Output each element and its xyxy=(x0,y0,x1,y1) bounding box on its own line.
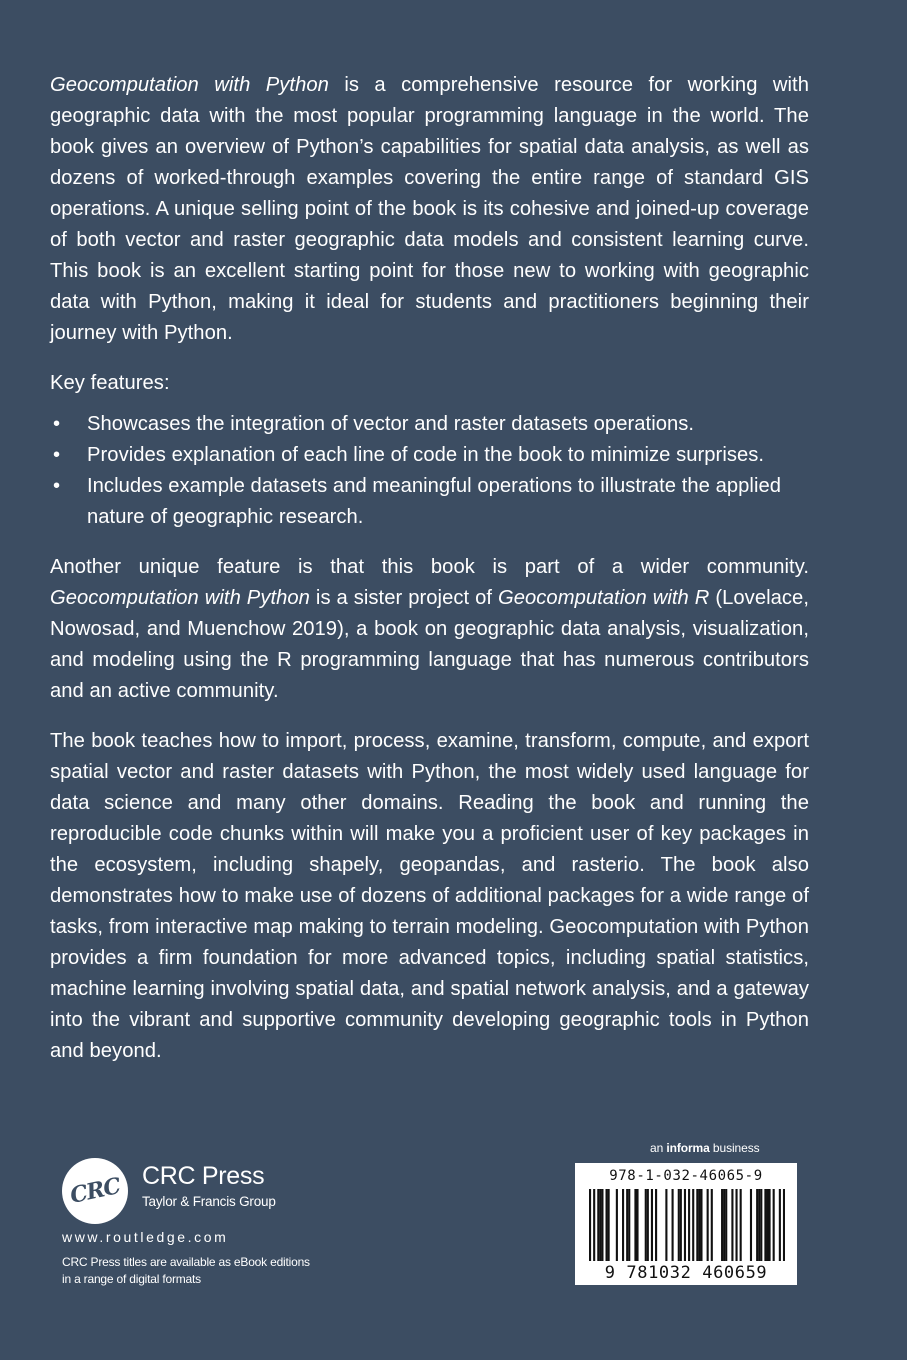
barcode-bar xyxy=(589,1189,591,1261)
community-text-3: (Lovelace, Nowosad, and Muenchow 2019), a book on geographic data analysis, visualization, and modeling using the R programming language that has numerous contributors and an active community. xyxy=(50,587,809,702)
barcode-bar xyxy=(779,1189,781,1261)
barcode-bar xyxy=(597,1189,599,1261)
publisher-group: Taylor & Francis Group xyxy=(142,1194,276,1209)
barcode-bar xyxy=(634,1189,636,1261)
feature-item xyxy=(50,409,809,440)
barcode-bar xyxy=(768,1189,770,1261)
informa-prefix: an xyxy=(650,1141,667,1155)
barcode-bar xyxy=(707,1189,709,1261)
barcode-bar xyxy=(606,1189,608,1261)
barcode-bar xyxy=(655,1189,657,1261)
barcode-bar xyxy=(599,1189,601,1261)
barcode-bar xyxy=(766,1189,768,1261)
barcode-bar xyxy=(700,1189,702,1261)
bullet-icon: • xyxy=(53,444,61,466)
barcode-bar xyxy=(698,1189,700,1261)
informa-suffix: business xyxy=(709,1141,760,1155)
barcode-bar xyxy=(680,1189,682,1261)
barcode-bar xyxy=(764,1189,766,1261)
ebook-note-line: in a range of digital formats xyxy=(62,1272,201,1286)
publisher-name: CRC Press xyxy=(142,1162,265,1190)
barcode-bar xyxy=(783,1189,785,1261)
intro-text: is a comprehensive resource for working with geographic data with the most popular programming language in the world. The book gives an overview of Python’s capabilities for spatial data analysis, as well as dozens of worked-through examples covering the entire range of standard GIS operations. A unique selling point of the book is its cohesive and joined-up coverage of both vector and raster geographic data models and consistent learning curve. This book is an excellent starting point for those new to working with geographic data with Python, making it ideal for students and practitioners beginning their journey with Python. xyxy=(50,74,809,344)
r-book-title: Geocomputation with R xyxy=(497,587,710,609)
ebook-note xyxy=(62,1254,310,1288)
barcode-bar xyxy=(665,1189,667,1261)
barcode-bar xyxy=(651,1189,653,1261)
barcode-bar xyxy=(756,1189,758,1261)
feature-text: Provides explanation of each line of code in the book to minimize surprises. xyxy=(87,444,765,466)
barcode-bar xyxy=(645,1189,647,1261)
informa-brand: informa xyxy=(666,1141,710,1155)
community-text-1: Another unique feature is that this book is part of a wider community. xyxy=(50,556,809,578)
barcode-bar xyxy=(626,1189,628,1261)
barcode-bar xyxy=(608,1189,610,1261)
publisher-block xyxy=(62,1158,362,1228)
bullet-icon: • xyxy=(53,413,61,435)
barcode-bar xyxy=(696,1189,698,1261)
community-text-2: is a sister project of xyxy=(309,587,498,609)
python-book-title: Geocomputation with Python xyxy=(50,587,310,609)
community-paragraph xyxy=(50,552,809,707)
barcode-bar xyxy=(692,1189,694,1261)
barcode-bar xyxy=(750,1189,752,1261)
barcode-bar xyxy=(672,1189,674,1261)
bullet-icon: • xyxy=(53,475,61,497)
book-title-italic: Geocomputation with Python xyxy=(50,74,329,96)
barcode-bar xyxy=(647,1189,649,1261)
barcode-bar xyxy=(721,1189,723,1261)
intro-paragraph xyxy=(50,70,809,349)
barcode-bar xyxy=(628,1189,630,1261)
barcode-bar xyxy=(735,1189,737,1261)
feature-item xyxy=(50,471,809,533)
barcode-digits: 9 781032 460659 xyxy=(604,1263,768,1283)
back-cover-text xyxy=(50,70,809,1086)
barcode-bar xyxy=(723,1189,725,1261)
barcode-bar xyxy=(593,1189,595,1261)
key-features-heading: Key features: xyxy=(50,372,170,394)
barcode-bar xyxy=(636,1189,638,1261)
barcode-bar xyxy=(684,1189,686,1261)
isbn-barcode xyxy=(575,1163,797,1285)
barcode-bar xyxy=(601,1189,603,1261)
ebook-note-line: CRC Press titles are available as eBook editions xyxy=(62,1255,310,1269)
barcode-bar xyxy=(773,1189,775,1261)
barcode-bar xyxy=(622,1189,624,1261)
key-features-list xyxy=(50,409,809,533)
barcode-bar xyxy=(688,1189,690,1261)
barcode-bar xyxy=(758,1189,760,1261)
website-link[interactable]: www.routledge.com xyxy=(62,1229,229,1245)
barcode-bar xyxy=(711,1189,713,1261)
crc-logo-icon xyxy=(62,1158,128,1224)
barcode-bar xyxy=(678,1189,680,1261)
barcode-bar xyxy=(731,1189,733,1261)
feature-item xyxy=(50,440,809,471)
isbn-number: 978-1-032-46065-9 xyxy=(609,1168,763,1184)
feature-text: Includes example datasets and meaningful operations to illustrate the applied nature of geographic research. xyxy=(87,475,782,528)
informa-tagline xyxy=(650,1141,760,1155)
crc-logo-text: CRC xyxy=(67,1173,123,1209)
feature-text: Showcases the integration of vector and raster datasets operations. xyxy=(87,413,695,435)
barcode-bar xyxy=(740,1189,742,1261)
barcode-bars xyxy=(589,1189,785,1261)
barcode-bar xyxy=(725,1189,727,1261)
teaching-paragraph: The book teaches how to import, process, examine, transform, compute, and export spatial vector and raster datasets with Python, the most widely used language for data science and many other domains. Reading the book and running the reproducible code chunks within will make you a proficient user of key packages in the ecosystem, including shapely, geopandas, and rasterio. The book also demonstrates how to make use of dozens of additional packages for a wide range of tasks, from interactive map making to terrain modeling. Geocomputation with Python provides a firm foundation for more advanced topics, including spatial statistics, machine learning involving spatial data, and spatial network analysis, and a gateway into the vibrant and supportive community developing geographic tools in Python and beyond. xyxy=(50,730,809,1062)
barcode-bar xyxy=(616,1189,618,1261)
barcode-bar xyxy=(760,1189,762,1261)
